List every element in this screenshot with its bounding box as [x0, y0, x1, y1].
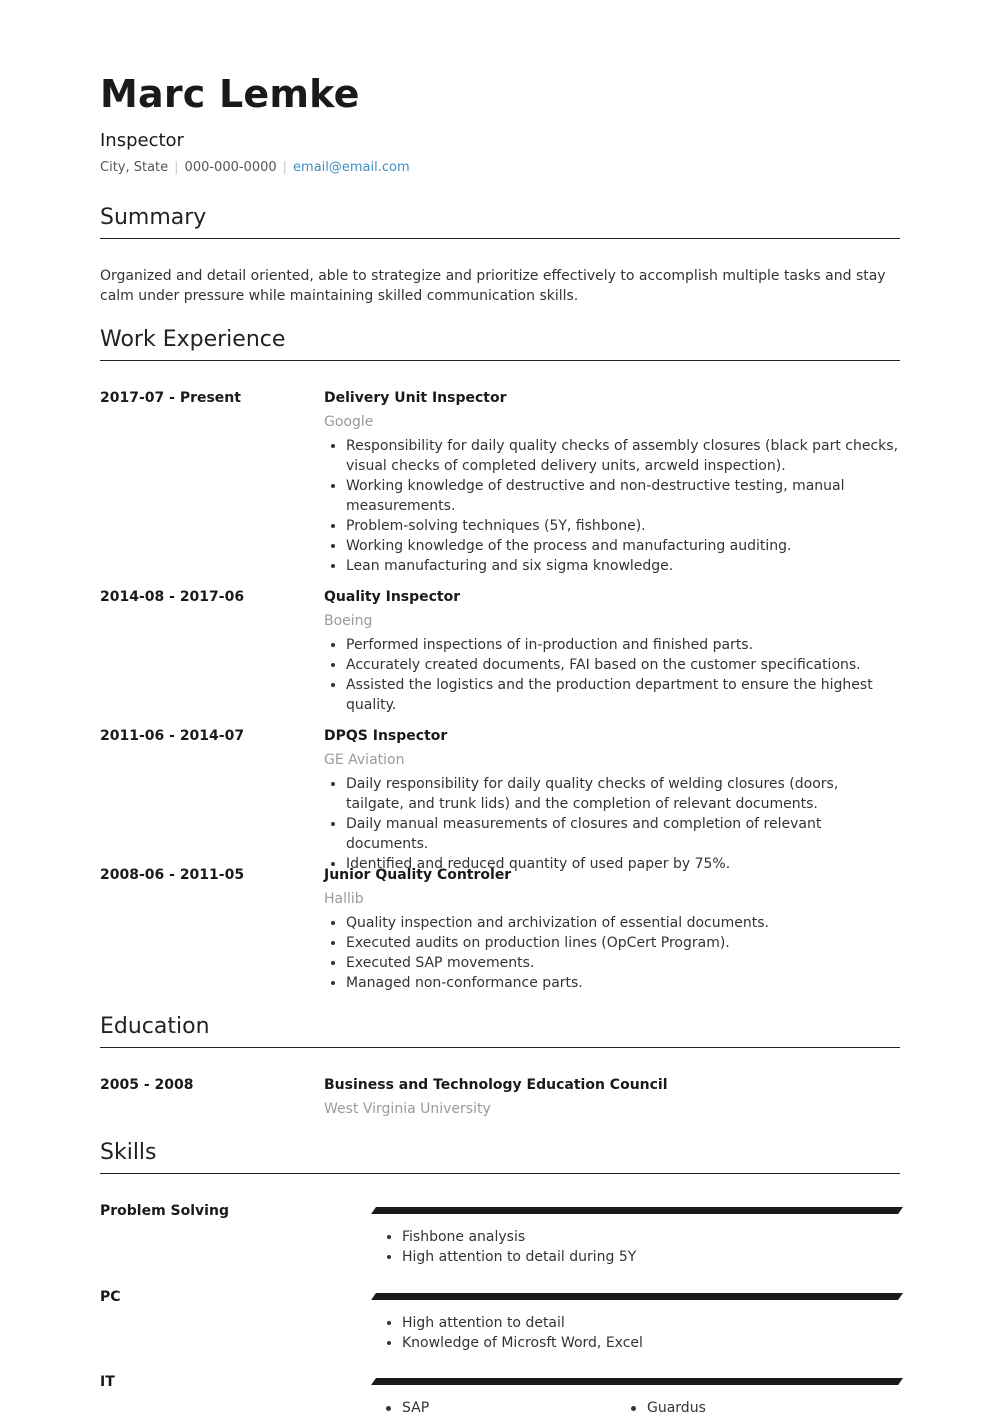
bullet-item: • High attention to detail [402, 1313, 902, 1333]
bullet-item: • Identified and reduced quantity of used paper by 75%. [346, 854, 900, 874]
bullet-item: • Executed audits on production lines (OpCert Program). [346, 933, 900, 953]
work-bullets [324, 635, 900, 715]
bullet-item: • Quality inspection and archivization of essential documents. [346, 913, 900, 933]
work-bullets [324, 774, 900, 874]
bullet-item: SAP [380, 1398, 625, 1418]
bullet-item: • Managed non-conformance parts. [346, 973, 900, 993]
job-title: Inspector [100, 130, 184, 151]
bullet-item: • Executed SAP movements. [346, 953, 900, 973]
work-role: Delivery Unit Inspector [324, 390, 507, 406]
work-role: Junior Quality Controler [324, 867, 512, 883]
skill-bullets [380, 1313, 902, 1353]
skill-bullets [380, 1227, 902, 1267]
education-degree: Business and Technology Education Council [324, 1077, 668, 1093]
skills-heading: Skills [100, 1140, 900, 1174]
work-bullets [324, 436, 900, 576]
bullet-item: • Working knowledge of destructive and non-destructive testing, manual measurements. [346, 476, 900, 516]
bullet-item: • Knowledge of Microsft Word, Excel [402, 1333, 902, 1353]
bullet-item: • Responsibility for daily quality checks of assembly closures (black part checks, visual checks of completed delivery units, arcweld inspection). [346, 436, 900, 476]
skill-name: PC [100, 1289, 121, 1305]
contact-divider: | [282, 160, 288, 175]
work-experience-heading: Work Experience [100, 327, 900, 361]
work-dates: 2014-08 - 2017-06 [100, 589, 245, 605]
skill-level-bar [371, 1378, 903, 1385]
bullet-item: • Problem-solving techniques (5Y, fishbone). [346, 516, 900, 536]
work-dates: 2008-06 - 2011-05 [100, 867, 245, 883]
work-company: GE Aviation [324, 752, 405, 768]
contact-line [100, 160, 410, 175]
contact-divider: | [174, 160, 179, 175]
skill-name: IT [100, 1374, 115, 1390]
bullet-item: • Fishbone analysis [402, 1227, 902, 1247]
location-text: City, State [100, 160, 169, 175]
bullet-item: • Working knowledge of the process and manufacturing auditing. [346, 536, 900, 556]
summary-heading: Summary [100, 205, 900, 239]
bullet-item: • Daily manual measurements of closures and completion of relevant documents. [346, 814, 900, 854]
work-role: DPQS Inspector [324, 728, 448, 744]
summary-text: Organized and detail oriented, able to strategize and prioritize effectively to accomplish multiple tasks and stay calm under pressure while maintaining skilled communication skills. [100, 268, 886, 304]
bullet-item: • Lean manufacturing and six sigma knowledge. [346, 556, 900, 576]
candidate-name: Marc Lemke [100, 72, 360, 116]
email-link[interactable]: email@email.com [293, 160, 410, 175]
phone-text: 000-000-0000 [184, 160, 277, 175]
work-company: Hallib [324, 891, 364, 907]
skill-level-bar [371, 1207, 903, 1214]
bullet-item: • Daily responsibility for daily quality checks of welding closures (doors, tailgate, and trunk lids) and the completion of relevant documents. [346, 774, 900, 814]
skill-bullets [380, 1398, 880, 1418]
work-company: Boeing [324, 613, 373, 629]
education-school: West Virginia University [324, 1101, 491, 1117]
bullet-item: • Performed inspections of in-production and finished parts. [346, 635, 900, 655]
education-dates: 2005 - 2008 [100, 1077, 194, 1093]
work-dates: 2017-07 - Present [100, 390, 241, 406]
skill-name: Problem Solving [100, 1203, 229, 1219]
work-role: Quality Inspector [324, 589, 461, 605]
work-dates: 2011-06 - 2014-07 [100, 728, 245, 744]
education-heading: Education [100, 1014, 900, 1048]
bullet-item: Guardus [625, 1398, 870, 1418]
skill-level-bar [371, 1293, 903, 1300]
bullet-item: • Assisted the logistics and the production department to ensure the highest quality. [346, 675, 900, 715]
work-company: Google [324, 414, 374, 430]
bullet-item: • High attention to detail during 5Y [402, 1247, 902, 1267]
bullet-item: • Accurately created documents, FAI based on the customer specifications. [346, 655, 900, 675]
work-bullets [324, 913, 900, 993]
